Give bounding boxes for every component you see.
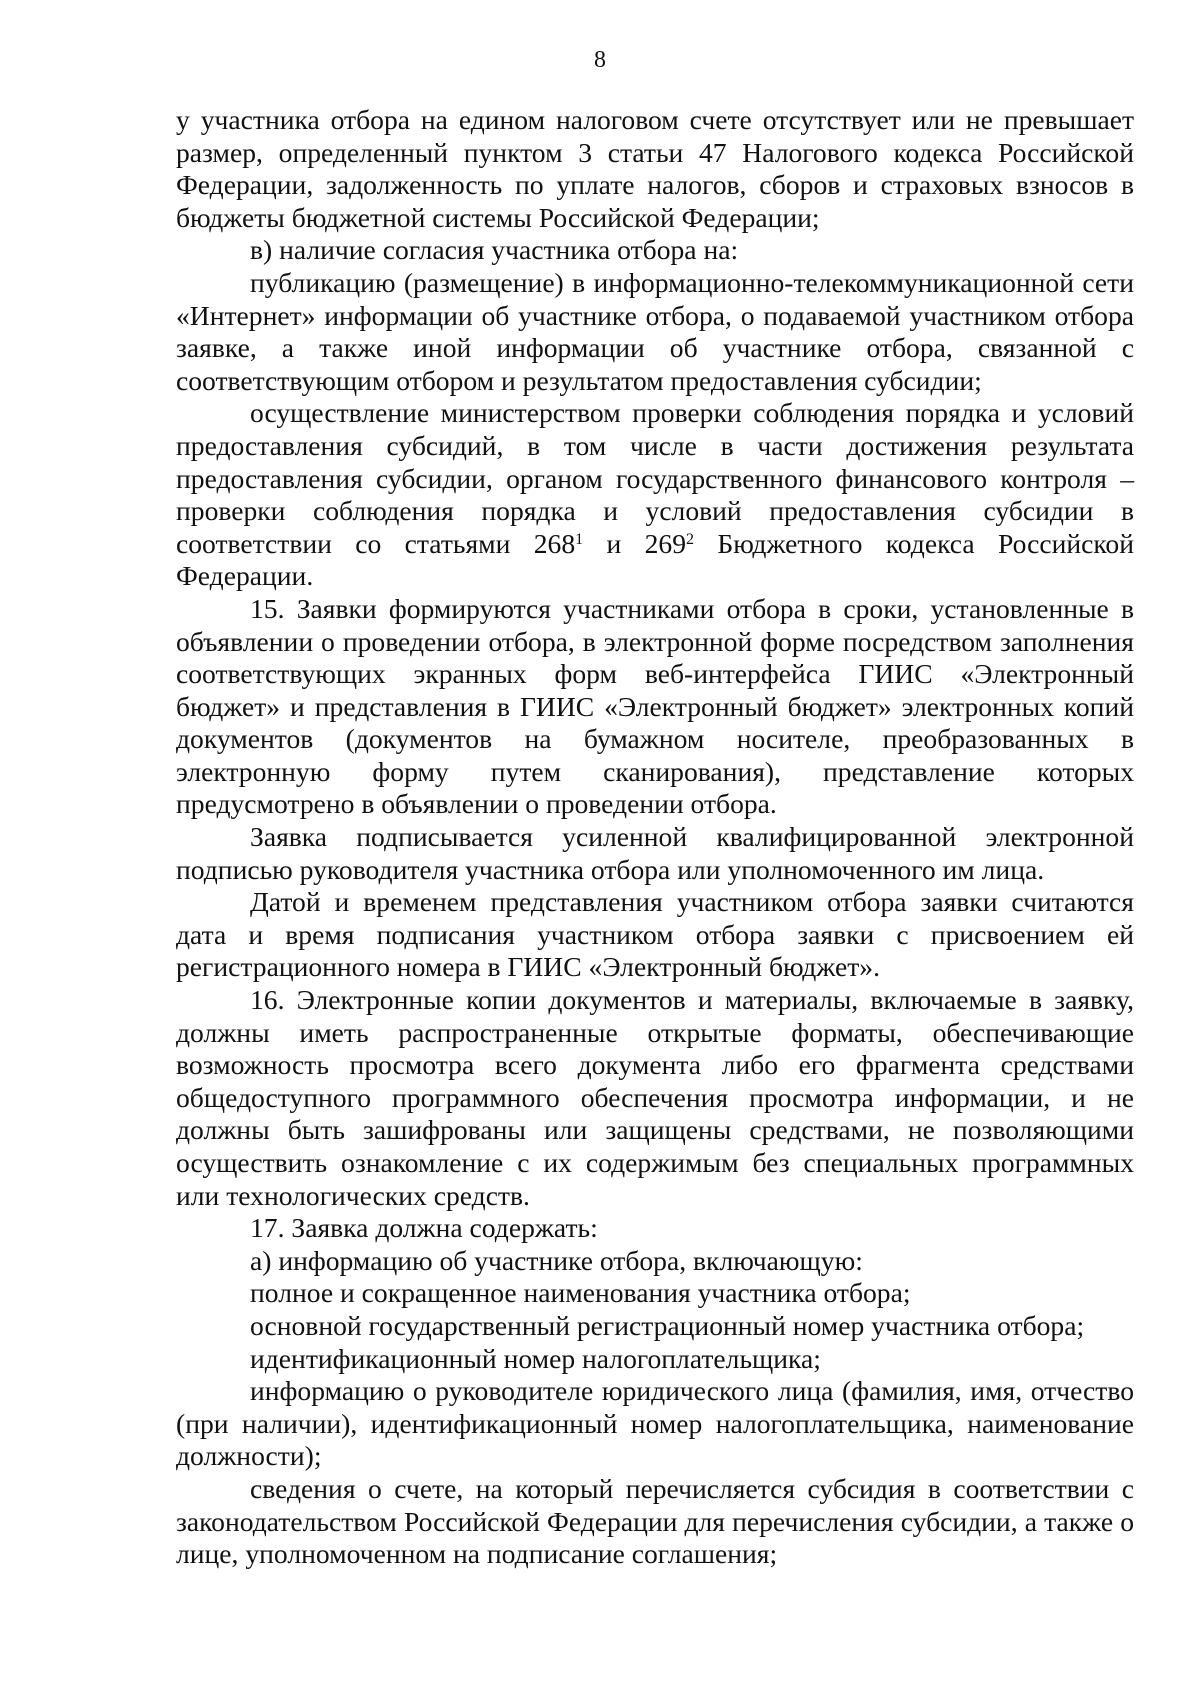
paragraph-inspection-text-2: и 269 bbox=[583, 527, 686, 559]
paragraph-inspection-consent bbox=[176, 397, 1134, 593]
paragraph-submission-date: Датой и временем представления участником отбора заявки считаются дата и время подписания участником отбора заявки с присвоением ей регистрационного номера в ГИИС «Электронный бюджет». bbox=[176, 886, 1134, 983]
paragraph-17-application-contents: 17. Заявка должна содержать: bbox=[250, 1212, 598, 1244]
paragraph-inspection-text-3: Бюджетного кодекса Российской Федерации. bbox=[176, 527, 1134, 592]
paragraph-application-signature: Заявка подписывается усиленной квалифицированной электронной подписью руководителя участника отбора или уполномоченного им лица. bbox=[176, 821, 1134, 885]
superscript-article-268: 1 bbox=[575, 530, 584, 548]
paragraph-ogrn: основной государственный регистрационный номер участника отбора; bbox=[250, 1309, 1085, 1341]
paragraph-participant-info: а) информацию об участнике отбора, включающую: bbox=[250, 1244, 863, 1276]
paragraph-publication-consent: публикацию (размещение) в информационно-телекоммуникационной сети «Интернет» информации об участнике отбора, о подаваемой участником отбора заявке, а также иной информации об участнике отбора, связанной с соответствующим отбором и результатом предоставления субсидии; bbox=[176, 266, 1134, 396]
paragraph-16-electronic-copies: 16. Электронные копии документов и материалы, включаемые в заявку, должны иметь распространенные открытые форматы, обеспечивающие возможность просмотра всего документа либо его фрагмента средствами общедоступного программного обеспечения просмотра информации, и не должны быть зашифрованы или защищены средствами, не позволяющими осуществить ознакомление с их содержимым без специальных программных или технологических средств. bbox=[176, 984, 1134, 1211]
paragraph-names: полное и сокращенное наименования участника отбора; bbox=[250, 1277, 911, 1309]
paragraph-inspection-text-1: осуществление министерством проверки соблюдения порядка и условий предоставления субсидий, в том числе в части достижения результата предоставления субсидии, органом государственного финансового контроля – проверки соблюдения порядка и условий предоставления субсидии в соответствии со статьями 268 bbox=[176, 397, 1134, 559]
paragraph-account-info: сведения о счете, на который перечисляется субсидия в соответствии с законодательством Российской Федерации для перечисления субсидии, а также о лице, уполномоченном на подписание соглашения; bbox=[176, 1472, 1134, 1570]
superscript-article-269: 2 bbox=[686, 530, 694, 548]
paragraph-tax-debt: у участника отбора на едином налоговом счете отсутствует или не превышает размер, определенный пунктом 3 статьи 47 Налогового кодекса Российской Федерации, задолженность по уплате налогов, сборов и страховых взносов в бюджеты бюджетной системы Российской Федерации; bbox=[176, 104, 1134, 233]
paragraph-inn: идентификационный номер налогоплательщика; bbox=[250, 1342, 821, 1374]
document-body bbox=[176, 104, 1134, 1571]
paragraph-15-applications: 15. Заявки формируются участниками отбора в сроки, установленные в объявлении о проведении отбора, в электронной форме посредством заполнения соответствующих экранных форм веб-интерфейса ГИИС «Электронный бюджет» и представления в ГИИС «Электронный бюджет» электронных копий документов (документов на бумажном носителе, преобразованных в электронную форму путем сканирования), представление которых предусмотрено в объявлении о проведении отбора. bbox=[176, 592, 1134, 820]
page-number: 8 bbox=[594, 47, 606, 73]
paragraph-head-info: информацию о руководителе юридического лица (фамилия, имя, отчество (при наличии), идентификационный номер налогоплательщика, наименование должности); bbox=[176, 1375, 1134, 1472]
paragraph-consent-heading: в) наличие согласия участника отбора на: bbox=[250, 234, 739, 266]
